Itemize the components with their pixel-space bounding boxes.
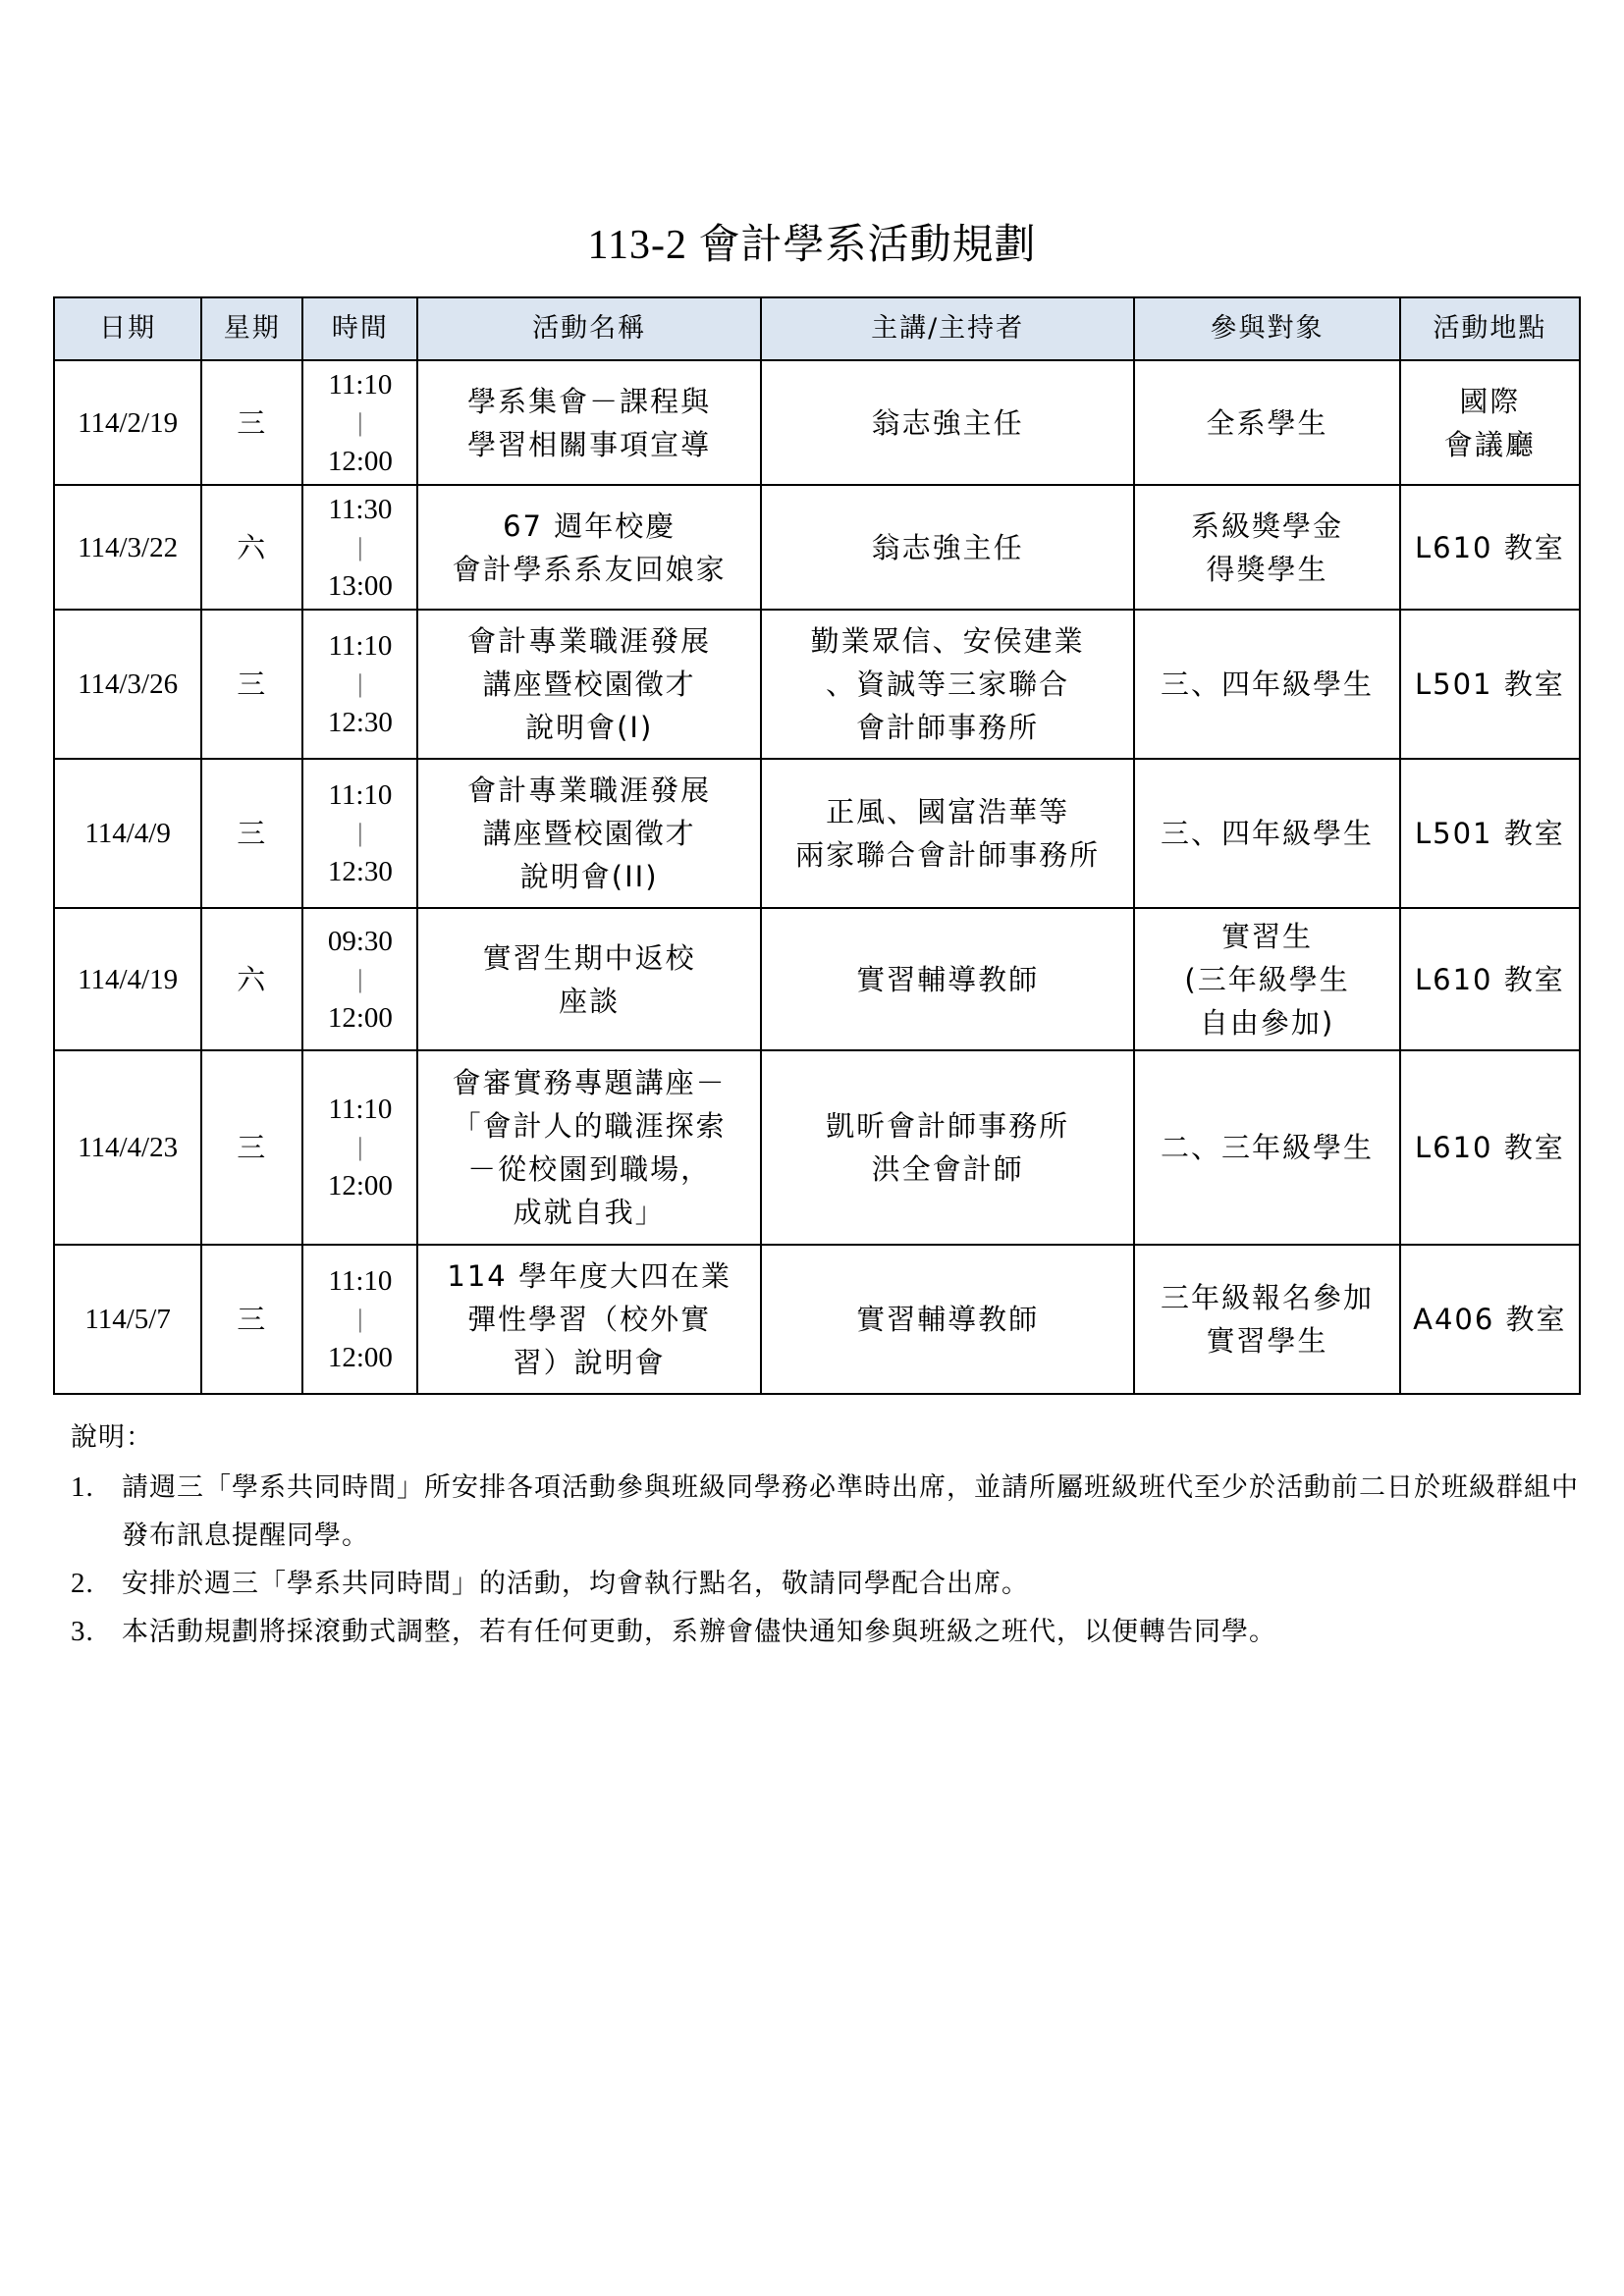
header-date: 日期 bbox=[54, 297, 201, 360]
table-row bbox=[54, 908, 1580, 1050]
note-number: 2. bbox=[71, 1568, 94, 1599]
speaker-cell: 實習輔導教師 bbox=[761, 908, 1134, 1050]
location-cell: L501 教室 bbox=[1400, 759, 1580, 908]
time-start: 11:10 bbox=[328, 779, 393, 811]
date-cell: 114/4/9 bbox=[54, 759, 201, 908]
note-item bbox=[71, 1608, 1583, 1656]
weekday-cell: 六 bbox=[201, 485, 302, 610]
time-start: 11:30 bbox=[328, 493, 393, 525]
weekday-cell: 六 bbox=[201, 908, 302, 1050]
date-cell: 114/4/23 bbox=[54, 1050, 201, 1245]
activity-cell: 114 學年度大四在業 彈性學習（校外實 習）說明會 bbox=[417, 1245, 760, 1394]
time-cell bbox=[302, 908, 417, 1050]
time-separator: | bbox=[357, 1133, 363, 1161]
table-row bbox=[54, 610, 1580, 759]
speaker-cell: 勤業眾信、安侯建業 、資誠等三家聯合 會計師事務所 bbox=[761, 610, 1134, 759]
activity-cell: 實習生期中返校 座談 bbox=[417, 908, 760, 1050]
weekday-cell: 三 bbox=[201, 360, 302, 485]
speaker-cell: 凱昕會計師事務所 洪全會計師 bbox=[761, 1050, 1134, 1245]
time-end: 12:00 bbox=[327, 1001, 393, 1034]
speaker-cell: 翁志強主任 bbox=[761, 485, 1134, 610]
header-time: 時間 bbox=[302, 297, 417, 360]
activity-cell: 會計專業職涯發展 講座暨校園徵才 說明會(II) bbox=[417, 759, 760, 908]
time-separator: | bbox=[357, 964, 363, 993]
time-cell bbox=[302, 360, 417, 485]
weekday-cell: 三 bbox=[201, 1050, 302, 1245]
audience-cell: 二、三年級學生 bbox=[1134, 1050, 1399, 1245]
audience-cell: 三年級報名參加 實習學生 bbox=[1134, 1245, 1399, 1394]
time-separator: | bbox=[357, 532, 363, 561]
date-cell: 114/2/19 bbox=[54, 360, 201, 485]
time-end: 12:00 bbox=[327, 445, 393, 477]
audience-cell: 系級獎學金 得獎學生 bbox=[1134, 485, 1399, 610]
time-cell bbox=[302, 610, 417, 759]
time-start: 11:10 bbox=[328, 630, 393, 662]
notes-title: 說明： bbox=[71, 1422, 153, 1453]
time-end: 12:00 bbox=[327, 1170, 393, 1201]
note-number: 3. bbox=[71, 1616, 94, 1647]
time-start: 09:30 bbox=[327, 925, 393, 957]
note-text: 請週三「學系共同時間」所安排各項活動參與班級同學務必準時出席，並請所屬班級班代至少於活動前二日於班級群組中發布訊息提醒同學。 bbox=[122, 1472, 1579, 1551]
time-end: 12:00 bbox=[327, 1342, 393, 1373]
time-end: 12:30 bbox=[327, 707, 393, 738]
audience-cell: 實習生 (三年級學生 自由參加) bbox=[1134, 908, 1399, 1050]
audience-cell: 三、四年級學生 bbox=[1134, 759, 1399, 908]
time-start: 11:10 bbox=[328, 368, 393, 400]
activity-cell: 會審實務專題講座－ 「會計人的職涯探索 －從校園到職場， 成就自我」 bbox=[417, 1050, 760, 1245]
time-start: 11:10 bbox=[328, 1265, 393, 1297]
time-separator: | bbox=[357, 407, 363, 437]
table-row bbox=[54, 485, 1580, 610]
weekday-cell: 三 bbox=[201, 759, 302, 908]
date-cell: 114/4/19 bbox=[54, 908, 201, 1050]
location-cell: L610 教室 bbox=[1400, 485, 1580, 610]
time-end: 13:00 bbox=[327, 569, 393, 602]
note-item bbox=[71, 1560, 1583, 1608]
audience-cell: 三、四年級學生 bbox=[1134, 610, 1399, 759]
location-cell: L610 教室 bbox=[1400, 908, 1580, 1050]
note-text: 本活動規劃將採滾動式調整，若有任何更動，系辦會儘快通知參與班級之班代，以便轉告同學。 bbox=[122, 1617, 1276, 1647]
location-cell: 國際 會議廳 bbox=[1400, 360, 1580, 485]
activity-cell: 學系集會－課程與 學習相關事項宣導 bbox=[417, 360, 760, 485]
activity-cell: 會計專業職涯發展 講座暨校園徵才 說明會(I) bbox=[417, 610, 760, 759]
speaker-cell: 翁志強主任 bbox=[761, 360, 1134, 485]
speaker-cell: 正風、國富浩華等 兩家聯合會計師事務所 bbox=[761, 759, 1134, 908]
activity-cell: 67 週年校慶 會計學系系友回娘家 bbox=[417, 485, 760, 610]
weekday-cell: 三 bbox=[201, 1245, 302, 1394]
speaker-cell: 實習輔導教師 bbox=[761, 1245, 1134, 1394]
table-row bbox=[54, 360, 1580, 485]
time-cell bbox=[302, 485, 417, 610]
time-end: 12:30 bbox=[327, 856, 393, 887]
note-text: 安排於週三「學系共同時間」的活動，均會執行點名，敬請同學配合出席。 bbox=[122, 1569, 1029, 1599]
header-audience: 參與對象 bbox=[1134, 297, 1399, 360]
table-row bbox=[54, 759, 1580, 908]
notes-section bbox=[71, 1414, 1583, 1656]
time-separator: | bbox=[357, 1305, 363, 1333]
date-cell: 114/5/7 bbox=[54, 1245, 201, 1394]
time-cell bbox=[302, 1050, 417, 1245]
activity-schedule-table bbox=[53, 296, 1581, 1395]
time-cell bbox=[302, 1245, 417, 1394]
location-cell: L610 教室 bbox=[1400, 1050, 1580, 1245]
date-cell: 114/3/22 bbox=[54, 485, 201, 610]
weekday-cell: 三 bbox=[201, 610, 302, 759]
location-cell: A406 教室 bbox=[1400, 1245, 1580, 1394]
header-location: 活動地點 bbox=[1400, 297, 1580, 360]
audience-cell: 全系學生 bbox=[1134, 360, 1399, 485]
location-cell: L501 教室 bbox=[1400, 610, 1580, 759]
header-speaker: 主講/主持者 bbox=[761, 297, 1134, 360]
time-separator: | bbox=[357, 669, 363, 698]
time-cell bbox=[302, 759, 417, 908]
header-activity: 活動名稱 bbox=[417, 297, 760, 360]
table-row bbox=[54, 1245, 1580, 1394]
page-title: 113-2 會計學系活動規劃 bbox=[587, 223, 1037, 268]
time-start: 11:10 bbox=[328, 1094, 393, 1125]
header-weekday: 星期 bbox=[201, 297, 302, 360]
date-cell: 114/3/26 bbox=[54, 610, 201, 759]
time-separator: | bbox=[357, 819, 363, 847]
note-item bbox=[71, 1464, 1583, 1560]
table-row bbox=[54, 1050, 1580, 1245]
table-header-row bbox=[54, 297, 1580, 360]
note-number: 1. bbox=[71, 1471, 94, 1503]
